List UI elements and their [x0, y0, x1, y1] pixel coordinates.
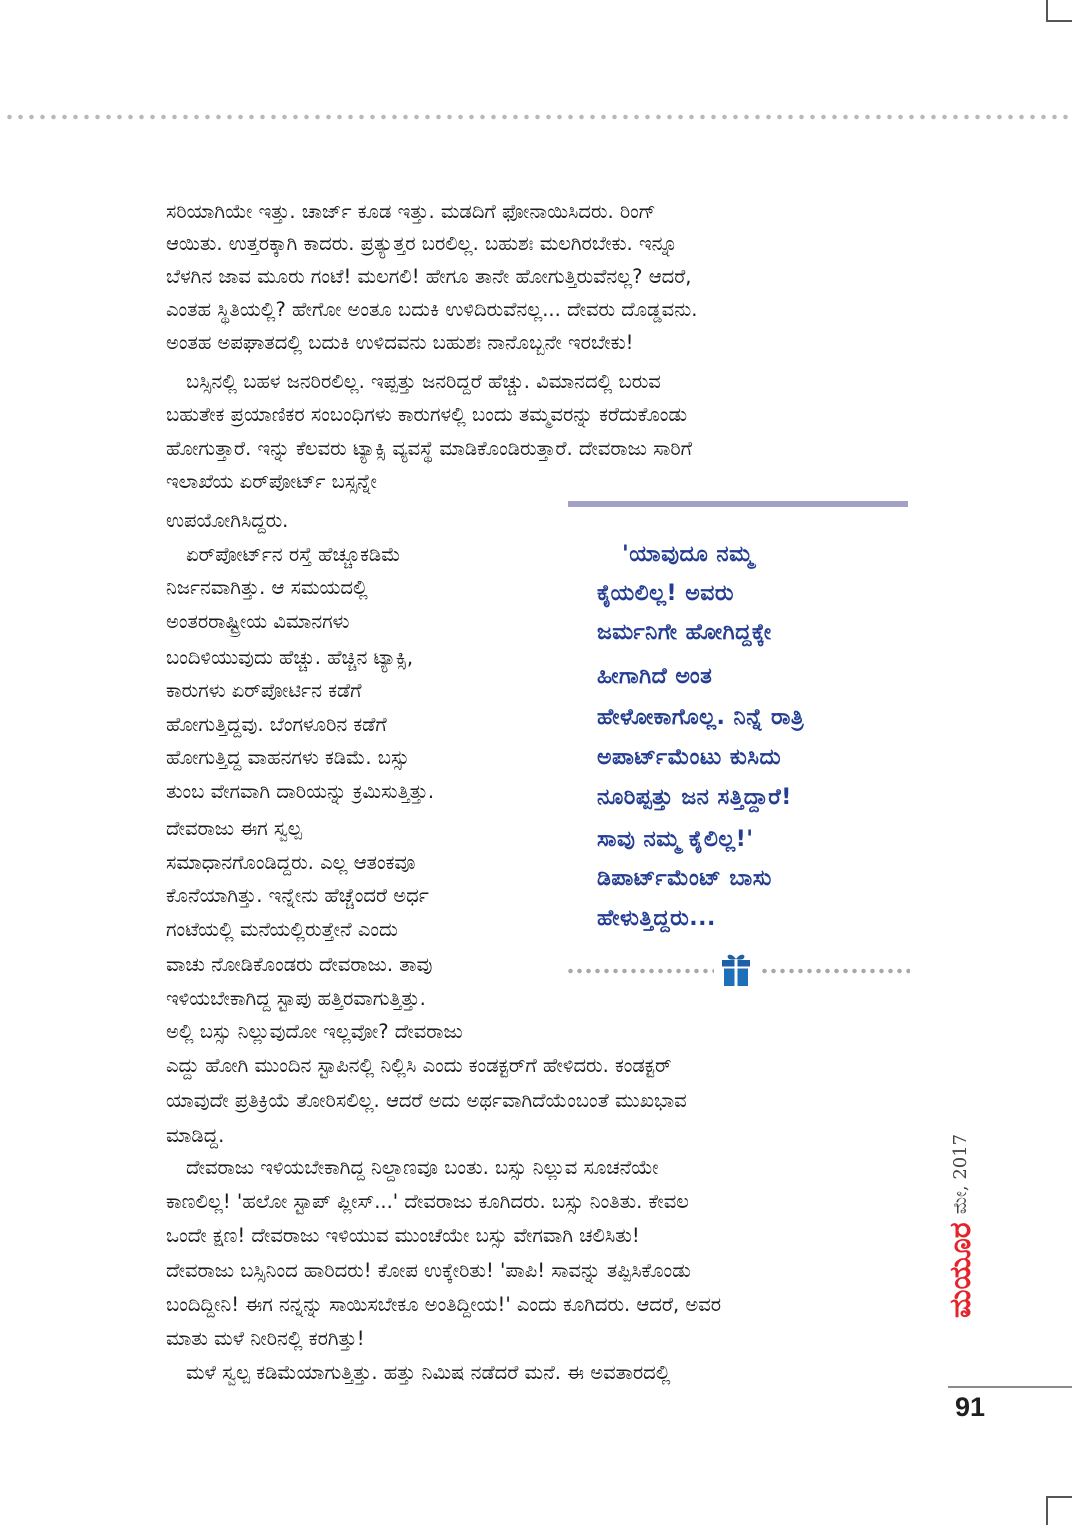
article-line: ಏರ್‌ಪೋರ್ಟ್‌ನ ರಸ್ತೆ ಹೆಚ್ಚೂಕಡಿಮೆ	[186, 543, 401, 566]
gift-icon	[718, 951, 754, 987]
pull-quote-line: ಜರ್ಮನಿಗೇ ಹೋಗಿದ್ದಕ್ಕೇ	[597, 620, 772, 645]
pull-quote-line: 'ಯಾವುದೂ ನಮ್ಮ	[622, 542, 754, 567]
article-line: ದೇವರಾಜು ಇಳಿಯಬೇಕಾಗಿದ್ದ ನಿಲ್ದಾಣವೂ ಬಂತು. ಬಸ್ಸು ನಿಲ್ಲುವ ಸೂಚನೆಯೇ	[186, 1156, 659, 1179]
article-line: ಅಂತರರಾಷ್ಟ್ರೀಯ ವಿಮಾನಗಳು	[166, 610, 350, 633]
pull-quote-line: ಕೈಯಲಿಲ್ಲ! ಅವರು	[597, 581, 734, 606]
pull-quote-line: ಹೇಳುತ್ತಿದ್ದರು...	[597, 906, 716, 931]
article-line: ಅಲ್ಲಿ ಬಸ್ಸು ನಿಲ್ಲುವುದೋ ಇಲ್ಲವೋ? ದೇವರಾಜು	[166, 1020, 463, 1043]
pull-quote-line: ನೂರಿಪ್ಪತ್ತು ಜನ ಸತ್ತಿದ್ದಾರೆ!	[597, 785, 792, 810]
page-number-rule	[948, 1386, 1072, 1388]
article-line: ಇಳಿಯಬೇಕಾಗಿದ್ದ ಸ್ಟಾಪು ಹತ್ತಿರವಾಗುತ್ತಿತ್ತು.	[166, 987, 426, 1010]
pull-quote-line: ಹೀಗಾಗಿದೆ ಅಂತ	[597, 664, 713, 689]
pull-quote-dotted-rule-left	[566, 968, 714, 974]
article-line: ತುಂಬ ವೇಗವಾಗಿ ದಾರಿಯನ್ನು ಕ್ರಮಿಸುತ್ತಿತ್ತು.	[166, 780, 435, 803]
article-line: ಉಪಯೋಗಿಸಿದ್ದರು.	[166, 509, 289, 532]
pull-quote-line: ಹೇಳೋಕಾಗೊಲ್ಲ. ನಿನ್ನೆ ರಾತ್ರಿ	[597, 705, 804, 730]
article-line: ಯಾವುದೇ ಪ್ರತಿಕ್ರಿಯೆ ತೋರಿಸಲಿಲ್ಲ. ಆದರೆ ಅದು ಅರ್ಥವಾಗಿದೆಯೆಂಬಂತೆ ಮುಖಭಾವ	[166, 1089, 687, 1112]
article-line: ಕೊನೆಯಾಗಿತ್ತು. ಇನ್ನೇನು ಹೆಚ್ಚೆಂದರೆ ಅರ್ಧ	[166, 884, 429, 907]
pull-quote-line: ಡಿಪಾರ್ಟ್‌ಮೆಂಟ್ ಬಾಸು	[597, 866, 772, 891]
article-line: ಮಾಡಿದ್ದ.	[166, 1124, 225, 1147]
crop-mark-bottom-right	[1046, 1496, 1072, 1525]
article-line: ಕಾರುಗಳು ಏರ್‌ಪೋರ್ಟಿನ ಕಡೆಗೆ	[166, 679, 362, 702]
article-line: ದೇವರಾಜು ಈಗ ಸ್ವಲ್ಪ	[166, 817, 302, 840]
article-line: ಹೋಗುತ್ತಿದ್ದ ವಾಹನಗಳು ಕಡಿಮೆ. ಬಸ್ಸು	[166, 746, 410, 769]
article-line: ಮಳೆ ಸ್ವಲ್ಪ ಕಡಿಮೆಯಾಗುತ್ತಿತ್ತು. ಹತ್ತು ನಿಮಿಷ ನಡೆದರೆ ಮನೆ. ಈ ಅವತಾರದಲ್ಲಿ	[186, 1361, 671, 1384]
issue-date: ಮೇ, 2017	[950, 1133, 971, 1215]
article-line: ಆಯಿತು. ಉತ್ತರಕ್ಕಾಗಿ ಕಾದರು. ಪ್ರತ್ಯುತ್ತರ ಬರಲಿಲ್ಲ. ಬಹುಶಃ ಮಲಗಿರಬೇಕು. ಇನ್ನೂ	[166, 232, 678, 255]
article-line: ನಿರ್ಜನವಾಗಿತ್ತು. ಆ ಸಮಯದಲ್ಲಿ	[166, 576, 368, 599]
article-line: ಕಾಣಲಿಲ್ಲ! 'ಹಲೋ ಸ್ಟಾಪ್ ಪ್ಲೀಸ್...' ದೇವರಾಜು ಕೂಗಿದರು. ಬಸ್ಸು ನಿಂತಿತು. ಕೇವಲ	[166, 1190, 689, 1213]
article-line: ಬಂದಿಳಿಯುವುದು ಹೆಚ್ಚು. ಹೆಚ್ಚಿನ ಟ್ಯಾಕ್ಸಿ,	[166, 646, 414, 669]
article-line: ಗಂಟೆಯಲ್ಲಿ ಮನೆಯಲ್ಲಿರುತ್ತೇನೆ ಎಂದು	[166, 918, 398, 941]
article-line: ಎದ್ದು ಹೋಗಿ ಮುಂದಿನ ಸ್ಟಾಪಿನಲ್ಲಿ ನಿಲ್ಲಿಸಿ ಎಂದು ಕಂಡಕ್ಟರ್‌ಗೆ ಹೇಳಿದರು. ಕಂಡಕ್ಟರ್	[166, 1054, 672, 1077]
article-line: ಇಲಾಖೆಯ ಏರ್‌ಪೋರ್ಟ್ ಬಸ್ಸನ್ನೇ	[166, 470, 377, 493]
article-line: ಸಮಾಧಾನಗೊಂಡಿದ್ದರು. ಎಲ್ಲ ಆತಂಕವೂ	[166, 851, 416, 874]
crop-mark-top-right	[1046, 0, 1072, 22]
pull-quote-top-rule	[568, 501, 908, 507]
page-number: 91	[955, 1392, 986, 1422]
magazine-logo: ಮಯೂರ	[943, 1222, 978, 1318]
article-line: ಒಂದೇ ಕ್ಷಣ! ದೇವರಾಜು ಇಳಿಯುವ ಮುಂಚೆಯೇ ಬಸ್ಸು ವೇಗವಾಗಿ ಚಲಿಸಿತು!	[166, 1224, 640, 1247]
top-dotted-rule	[4, 114, 1070, 120]
article-line: ಬಂದಿದ್ದೀನಿ! ಈಗ ನನ್ನನ್ನು ಸಾಯಿಸಬೇಕೂ ಅಂತಿದ್ದೀಯ!' ಎಂದು ಕೂಗಿದರು. ಆದರೆ, ಅವರ	[166, 1293, 722, 1316]
article-line: ದೇವರಾಜು ಬಸ್ಸಿನಿಂದ ಹಾರಿದರು! ಕೋಪ ಉಕ್ಕೇರಿತು! 'ಪಾಪಿ! ಸಾವನ್ನು ತಪ್ಪಿಸಿಕೊಂಡು	[166, 1259, 691, 1282]
article-line: ಮಾತು ಮಳೆ ನೀರಿನಲ್ಲಿ ಕರಗಿತ್ತು!	[166, 1327, 365, 1350]
article-line: ಸರಿಯಾಗಿಯೇ ಇತ್ತು. ಚಾರ್ಜ್ ಕೂಡ ಇತ್ತು. ಮಡದಿಗೆ ಫೋನಾಯಿಸಿದರು. ರಿಂಗ್	[166, 200, 656, 223]
article-line: ಹೋಗುತ್ತಿದ್ದವು. ಬೆಂಗಳೂರಿನ ಕಡೆಗೆ	[166, 713, 387, 736]
pull-quote-dotted-rule-right	[760, 968, 910, 974]
pull-quote-line: ಅಪಾರ್ಟ್‌ಮೆಂಟು ಕುಸಿದು	[597, 745, 782, 770]
article-line: ಎಂತಹ ಸ್ಥಿತಿಯಲ್ಲಿ? ಹೇಗೋ ಅಂತೂ ಬದುಕಿ ಉಳಿದಿರುವೆನಲ್ಲ... ದೇವರು ದೊಡ್ಡವನು.	[166, 298, 698, 321]
pull-quote-line: ಸಾವು ನಮ್ಮ ಕೈಲಿಲ್ಲ!'	[597, 827, 754, 852]
article-line: ಬೆಳಗಿನ ಜಾವ ಮೂರು ಗಂಟೆ! ಮಲಗಲಿ! ಹೇಗೂ ತಾನೇ ಹೋಗುತ್ತಿರುವೆನಲ್ಲ? ಆದರೆ,	[166, 265, 692, 288]
article-line: ಅಂತಹ ಅಪಘಾತದಲ್ಲಿ ಬದುಕಿ ಉಳಿದವನು ಬಹುಶಃ ನಾನೊಬ್ಬನೇ ಇರಬೇಕು!	[166, 331, 634, 354]
article-line: ಹೋಗುತ್ತಾರೆ. ಇನ್ನು ಕೆಲವರು ಟ್ಯಾಕ್ಸಿ ವ್ಯವಸ್ಥೆ ಮಾಡಿಕೊಂಡಿರುತ್ತಾರೆ. ದೇವರಾಜು ಸಾರಿಗೆ	[166, 437, 692, 460]
article-line: ವಾಚು ನೋಡಿಕೊಂಡರು ದೇವರಾಜು. ತಾವು	[166, 953, 433, 976]
article-line: ಬಹುತೇಕ ಪ್ರಯಾಣಿಕರ ಸಂಬಂಧಿಗಳು ಕಾರುಗಳಲ್ಲಿ ಬಂದು ತಮ್ಮವರನ್ನು ಕರೆದುಕೊಂಡು	[166, 403, 688, 426]
article-line: ಬಸ್ಸಿನಲ್ಲಿ ಬಹಳ ಜನರಿರಲಿಲ್ಲ. ಇಪ್ಪತ್ತು ಜನರಿದ್ದರೆ ಹೆಚ್ಚು. ವಿಮಾನದಲ್ಲಿ ಬರುವ	[186, 370, 661, 393]
